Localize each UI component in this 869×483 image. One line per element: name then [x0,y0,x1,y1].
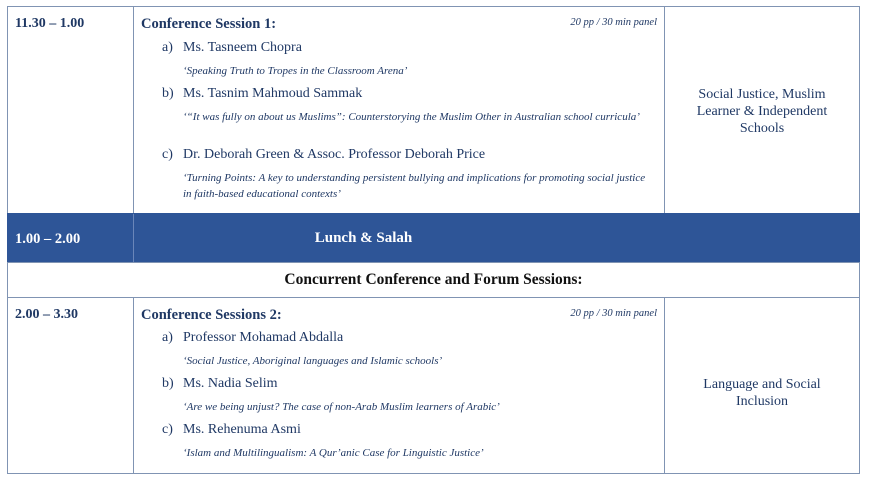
speaker-marker: b) [162,86,174,101]
lunch-label-cell [134,214,859,262]
session-1-panel-format: 20 pp / 30 min panel [570,17,657,28]
session-1-theme: Social Justice, Muslim Learner & Independent Schools [696,87,828,136]
session-1-details-cell [134,7,665,213]
speaker-name: Ms. Tasneem Chopra [183,40,302,55]
speaker-marker: c) [162,422,173,437]
session-1-speaker-b [162,86,362,102]
session-2-theme-cell [665,298,859,473]
session-2-paper-b: ‘Are we being unjust? The case of non-Arab Muslim learners of Arabic’ [183,401,500,413]
speaker-name: Ms. Nadia Selim [183,376,278,391]
session-2-details-cell [134,298,665,473]
speaker-marker: a) [162,330,173,345]
session-2-title: Conference Sessions 2: [141,307,282,323]
session-1-time-cell [8,7,134,213]
session-1-paper-c: ‘Turning Points: A key to understanding persistent bullying and implications for promoting social justice in faith-based educational contexts’ [183,172,646,200]
session-1-paper-a: ‘Speaking Truth to Tropes in the Classroom Arena’ [183,65,408,77]
session-2-time: 2.00 – 3.30 [15,307,78,322]
speaker-name: Professor Mohamad Abdalla [183,330,344,345]
speaker-marker: b) [162,376,174,391]
session-2-speaker-b [162,376,278,392]
concurrent-sessions-heading: Concurrent Conference and Forum Sessions: [284,271,583,288]
session-2-paper-a: ‘Social Justice, Aboriginal languages and Islamic schools’ [183,355,443,367]
speaker-name: Ms. Rehenuma Asmi [183,422,301,437]
lunch-row [7,213,860,263]
session-2-time-cell [8,298,134,473]
lunch-label: Lunch & Salah [314,230,413,246]
session-1-title: Conference Session 1: [141,16,277,32]
session-1-speaker-c [162,147,485,163]
speaker-marker: c) [162,147,173,162]
session-2-row [7,297,860,474]
session-1-paper-b: ‘“It was fully on about us Muslims”: Counterstorying the Muslim Other in Australian school curricula’ [183,111,640,123]
lunch-time-cell [8,214,134,262]
speaker-name: Ms. Tasnim Mahmoud Sammak [183,86,363,101]
session-1-time: 11.30 – 1.00 [15,16,85,31]
session-1-speaker-a [162,40,302,56]
session-2-speaker-a [162,330,343,346]
speaker-marker: a) [162,40,173,55]
session-2-speaker-c [162,422,301,438]
session-2-theme: Language and Social Inclusion [703,377,821,409]
session-1-theme-cell [665,7,859,213]
lunch-time: 1.00 – 2.00 [15,231,81,247]
session-2-paper-c: ‘Islam and Multilingualism: A Qur’anic Case for Linguistic Justice’ [183,447,484,459]
session-1-row [7,6,860,214]
speaker-name: Dr. Deborah Green & Assoc. Professor Deborah Price [183,147,486,162]
concurrent-sessions-row [7,262,860,298]
session-2-panel-format: 20 pp / 30 min panel [570,308,657,319]
